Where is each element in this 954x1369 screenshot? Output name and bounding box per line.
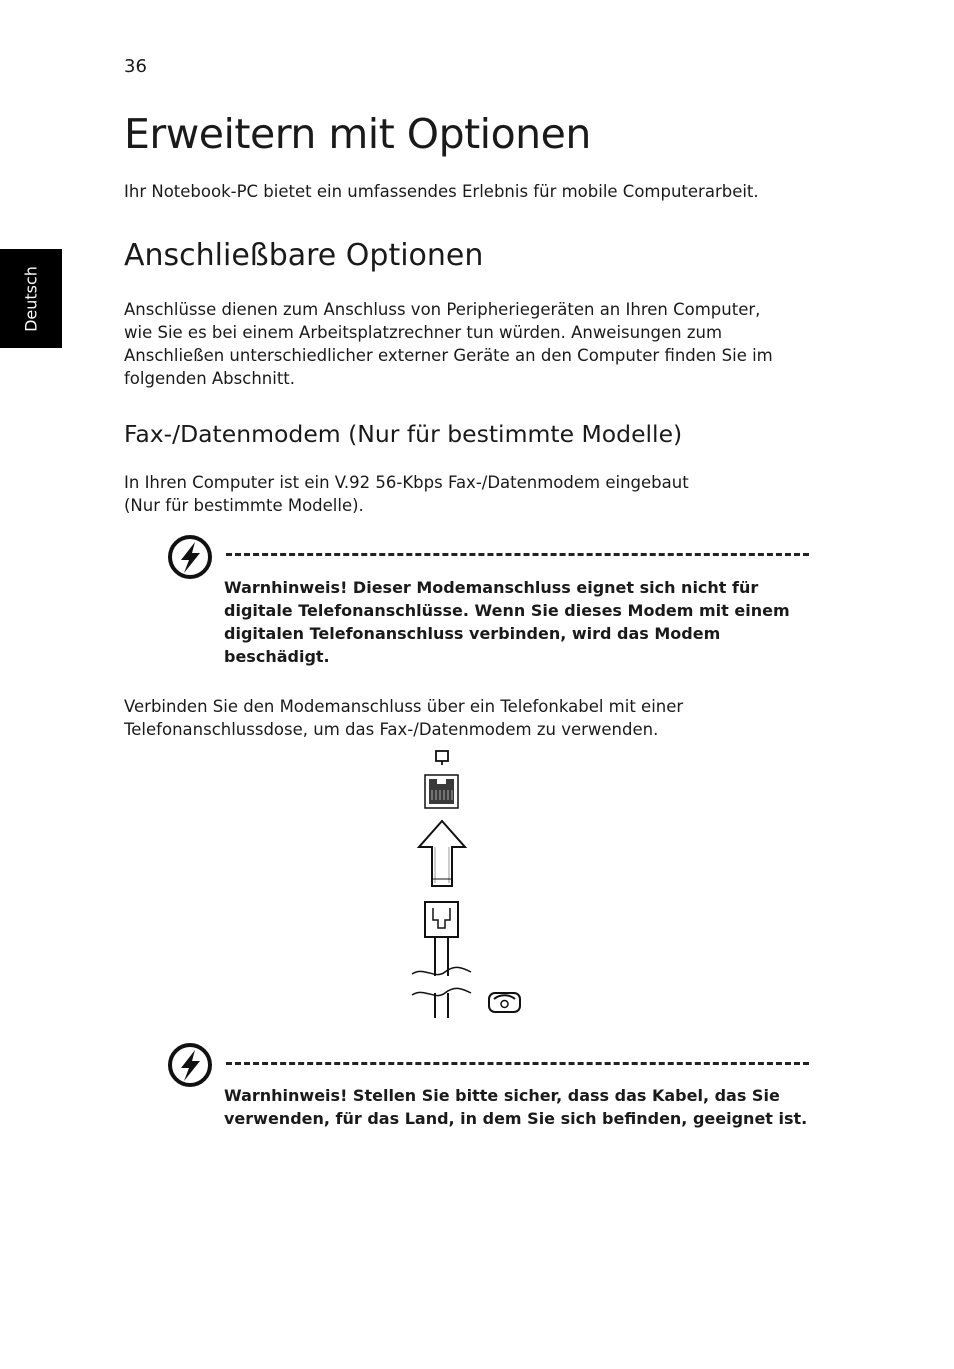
section-heading: Anschließbare Optionen (124, 238, 484, 273)
warning-divider (226, 1062, 809, 1065)
subsection-heading: Fax-/Datenmodem (Nur für bestimmte Modelle) (124, 420, 683, 448)
telephone-icon (489, 993, 520, 1012)
rj11-plug-icon (412, 902, 471, 1018)
warning-line: beschädigt. (224, 647, 330, 666)
modem-port-icon (436, 751, 448, 765)
rj11-port-icon (425, 775, 458, 808)
warning-line: digitalen Telefonanschluss verbinden, wird das Modem (224, 624, 721, 643)
subsection-paragraph (124, 471, 824, 517)
lightning-warning-icon (167, 534, 213, 580)
paragraph-line: Telefonanschlussdose, um das Fax-/Datenmodem zu verwenden. (124, 720, 659, 739)
warning-line: digitale Telefonanschlüsse. Wenn Sie dieses Modem mit einem (224, 601, 790, 620)
warning-text (224, 1084, 808, 1130)
intro-paragraph: Ihr Notebook-PC bietet ein umfassendes Erlebnis für mobile Computerarbeit. (124, 182, 759, 201)
arrow-up-icon (419, 821, 465, 886)
connect-paragraph (124, 695, 824, 741)
warning-text (224, 576, 804, 668)
warning-line: verwenden, für das Land, in dem Sie sich befinden, geeignet ist. (224, 1109, 808, 1128)
page-title: Erweitern mit Optionen (124, 110, 591, 158)
modem-connection-illustration (405, 748, 535, 1023)
paragraph-line: In Ihren Computer ist ein V.92 56-Kbps Fax-/Datenmodem eingebaut (124, 473, 689, 492)
warning-line: Warnhinweis! Stellen Sie bitte sicher, dass das Kabel, das Sie (224, 1086, 780, 1105)
warning-line: Warnhinweis! Dieser Modemanschluss eignet sich nicht für (224, 578, 759, 597)
paragraph-line: wie Sie es bei einem Arbeitsplatzrechner tun würden. Anweisungen zum (124, 323, 723, 342)
paragraph-line: Anschlüsse dienen zum Anschluss von Peripheriegeräten an Ihren Computer, (124, 300, 761, 319)
paragraph-line: (Nur für bestimmte Modelle). (124, 496, 364, 515)
warning-divider (226, 553, 809, 556)
language-side-tab (0, 249, 62, 348)
side-tab-label: Deutsch (21, 266, 41, 332)
section-paragraph (124, 298, 824, 390)
page-number: 36 (124, 56, 147, 77)
paragraph-line: Anschließen unterschiedlicher externer Geräte an den Computer finden Sie im (124, 346, 773, 365)
paragraph-line: folgenden Abschnitt. (124, 369, 296, 388)
paragraph-line: Verbinden Sie den Modemanschluss über ein Telefonkabel mit einer (124, 697, 684, 716)
lightning-warning-icon (167, 1042, 213, 1088)
